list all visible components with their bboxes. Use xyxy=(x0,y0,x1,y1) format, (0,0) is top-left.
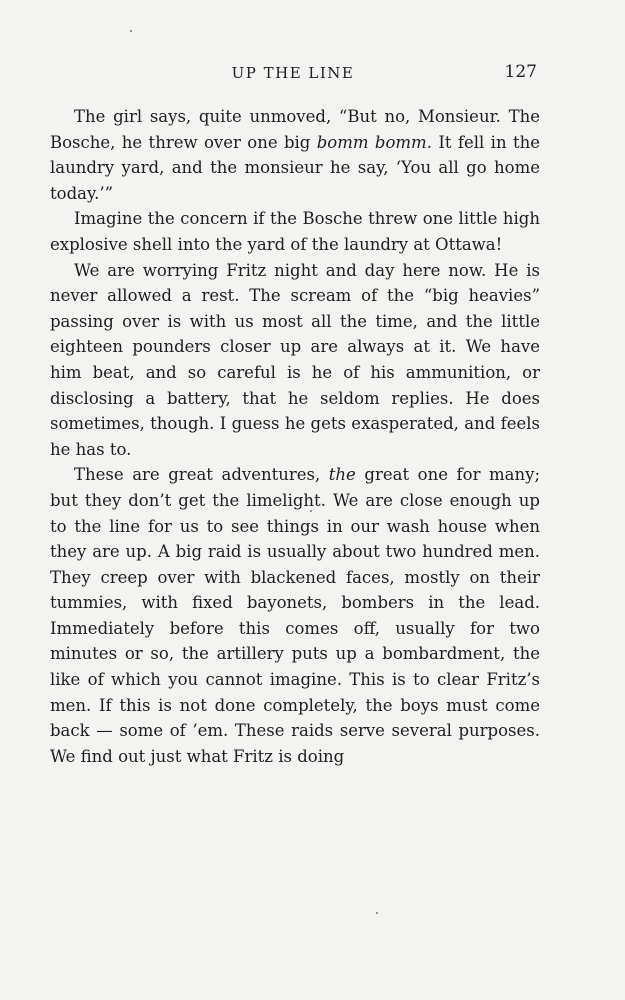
paragraph xyxy=(50,206,540,257)
paper-speck xyxy=(130,30,132,32)
page-header xyxy=(0,62,625,86)
italic-run: the xyxy=(328,465,356,485)
paragraph xyxy=(50,258,540,463)
paper-speck xyxy=(376,912,378,914)
paper-speck xyxy=(310,510,312,512)
text-run: It fell in the laundry yard, and the monsieur he say, ‘You all go home today.’” xyxy=(50,132,540,203)
text-run: great one for many; but they don’t get the limelight. We are close enough up to the line for us to see things in our wash house when they are up. A big raid is usually about two hundred men. They creep over with blackened faces, mostly on their tummies, with fixed bayonets, bombers in the lead. Immediately before this comes off, usually for two minutes or so, the artillery puts up a bombardment, the like of which you cannot imagine. This is to clear Fritz’s men. If this is not done completely, the boys must come back — some of ’em. These raids serve several purposes. We find out just what Fritz is doing xyxy=(50,465,541,766)
text-run: Imagine the concern if the Bosche threw one little high explosive shell into the yard of the laundry at Ottawa! xyxy=(50,209,540,254)
paragraph xyxy=(50,462,540,769)
italic-run: bomm bomm. xyxy=(316,132,432,152)
body-text xyxy=(50,104,540,769)
page-number: 127 xyxy=(504,62,537,82)
text-run: These are great adventures, xyxy=(74,465,329,485)
text-run: We are worrying Fritz night and day here now. He is never allowed a rest. The scream of the “big heavies” passing over is with us most all the time, and the little eighteen pounders closer up are always at it. We have him beat, and so careful is he of his ammunition, or disclosing a battery, that he seldom replies. He does sometimes, though. I guess he gets exasperated, and feels he has to. xyxy=(50,260,540,459)
paragraph xyxy=(50,104,540,206)
running-head: UP THE LINE xyxy=(231,64,355,82)
text-run: The girl says, quite unmoved, “But no, Monsieur. The Bosche, he threw over one big xyxy=(50,107,540,152)
